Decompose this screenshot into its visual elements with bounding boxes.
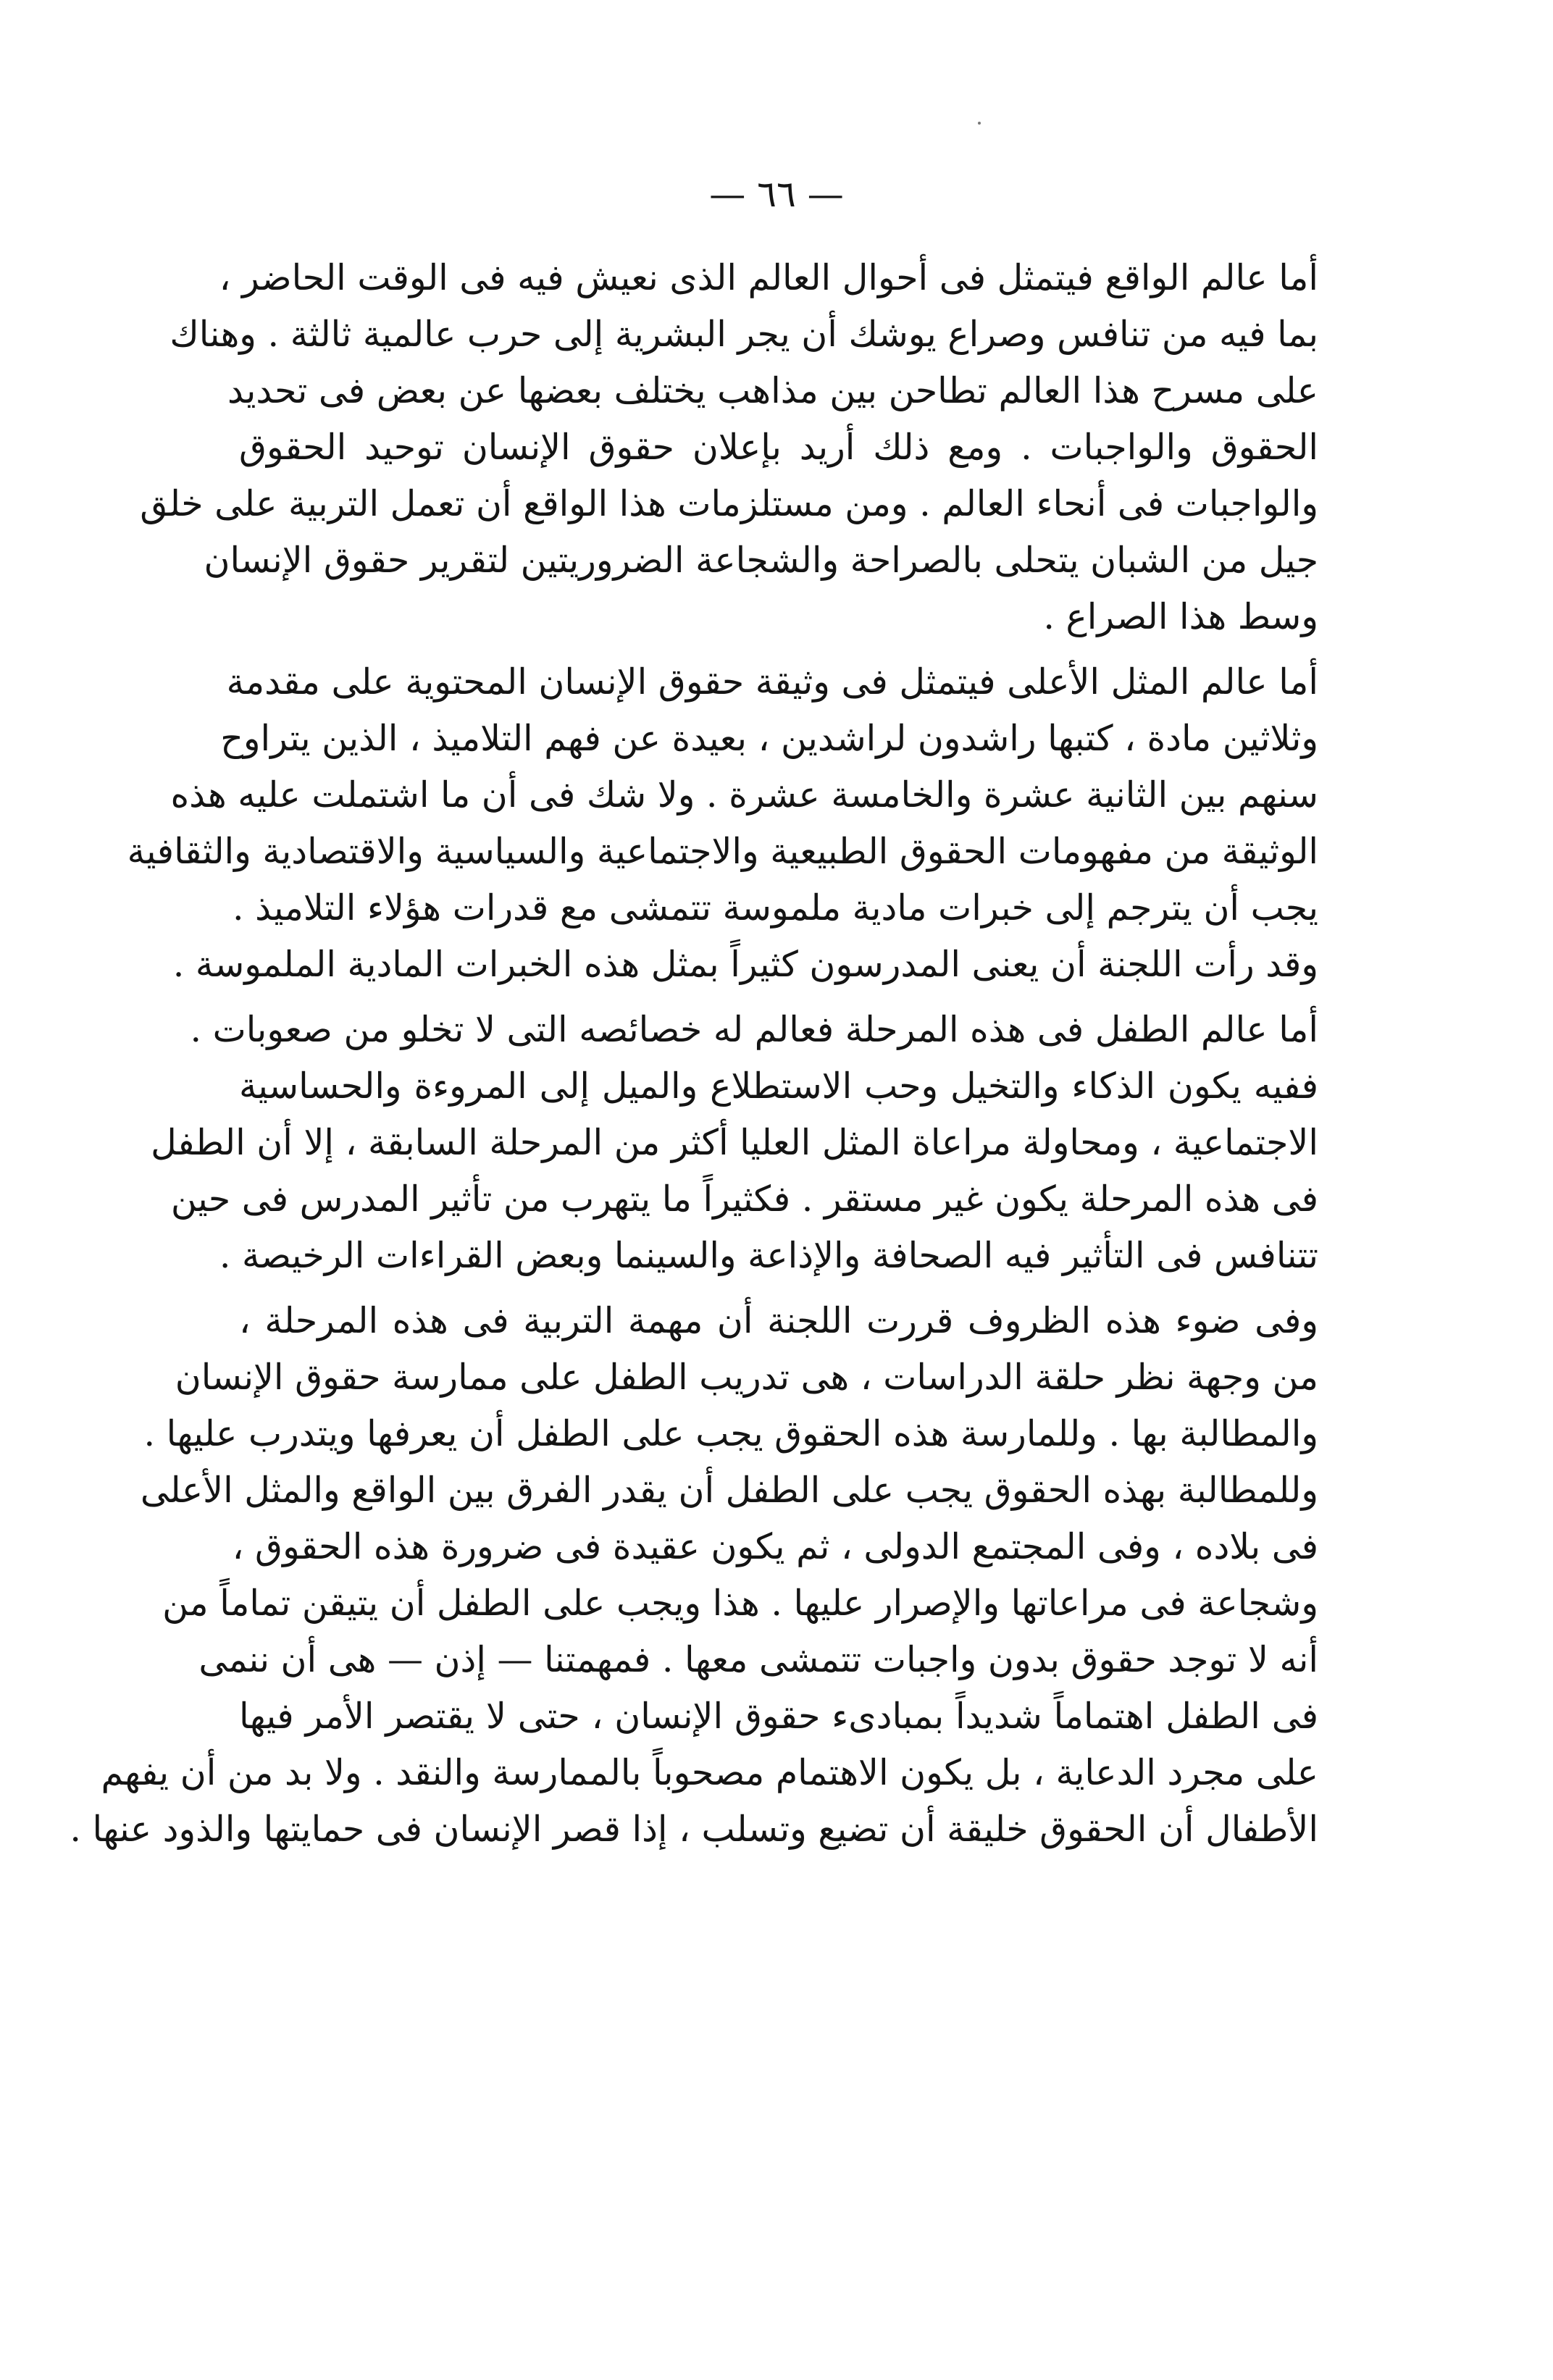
page-number: — ٦٦ — (709, 173, 844, 215)
paragraph (127, 654, 1318, 993)
text-line: وقد رأت اللجنة أن يعنى المدرسون كثيراً بمثل هذه الخبرات المادية الملموسة . (172, 944, 1318, 985)
text-line: أنه لا توجد حقوق بدون واجبات تتمشى معها . فمهمتنا — إذن — هى أن ننمى (198, 1639, 1318, 1680)
text-line: يجب أن يترجم إلى خبرات مادية ملموسة تتمشى مع قدرات هؤلاء التلاميذ . (232, 887, 1318, 929)
paragraph (140, 250, 1318, 645)
text-line: والواجبات فى أنحاء العالم . ومن مستلزمات هذا الواقع أن تعمل التربية على خلق (140, 483, 1318, 524)
text-line: بما فيه من تنافس وصراع يوشك أن يجر البشرية إلى حرب عالمية ثالثة . وهناك (169, 314, 1318, 355)
text-line: تتنافس فى التأثير فيه الصحافة والإذاعة والسينما وبعض القراءات الرخيصة . (219, 1235, 1318, 1276)
text-line: الأطفال أن الحقوق خليقة أن تضيع وتسلب ، إذا قصر الإنسان فى حمايتها والذود عنها . (70, 1809, 1318, 1850)
text-line: والمطالبة بها . وللمارسة هذه الحقوق يجب على الطفل أن يعرفها ويتدرب عليها . (143, 1413, 1318, 1454)
text-line: ففيه يكون الذكاء والتخيل وحب الاستطلاع والميل إلى المروءة والحساسية (239, 1065, 1318, 1107)
paragraph-gap (239, 993, 1318, 1002)
text-line: من وجهة نظر حلقة الدراسات ، هى تدريب الطفل على ممارسة حقوق الإنسان (175, 1357, 1318, 1398)
text-line: الاجتماعية ، ومحاولة مراعاة المثل العليا أكثر من المرحلة السابقة ، إلا أن الطفل (151, 1122, 1318, 1163)
print-speck (978, 122, 981, 125)
body-text (70, 250, 1318, 1858)
text-line: الوثيقة من مفهومات الحقوق الطبيعية والاجتماعية والسياسية والاقتصادية والثقافية (127, 831, 1318, 872)
text-line: أما عالم الواقع فيتمثل فى أحوال العالم الذى نعيش فيه فى الوقت الحاضر ، (219, 257, 1318, 298)
text-line: على مسرح هذا العالم تطاحن بين مذاهب يختلف بعضها عن بعض فى تحديد (227, 370, 1318, 411)
text-line: وسط هذا الصراع . (1043, 596, 1318, 637)
paragraph-gap (239, 1284, 1318, 1293)
text-line: وللمطالبة بهذه الحقوق يجب على الطفل أن يقدر الفرق بين الواقع والمثل الأعلى (140, 1470, 1318, 1511)
text-line: على مجرد الدعاية ، بل يكون الاهتمام مصحوباً بالممارسة والنقد . ولا بد من أن يفهم (101, 1752, 1318, 1793)
text-line: وثلاثين مادة ، كتبها راشدون لراشدين ، بعيدة عن فهم التلاميذ ، الذين يتراوح (220, 718, 1318, 759)
text-line: الحقوق والواجبات . ومع ذلك أريد بإعلان حقوق الإنسان توحيد الحقوق (239, 427, 1318, 468)
paragraph (151, 1002, 1318, 1284)
text-line: فى الطفل اهتماماً شديداً بمبادىء حقوق الإنسان ، حتى لا يقتصر الأمر فيها (239, 1696, 1318, 1737)
paragraph-gap (239, 645, 1318, 654)
text-line: وفى ضوء هذه الظروف قررت اللجنة أن مهمة التربية فى هذه المرحلة ، (239, 1300, 1318, 1341)
text-line: جيل من الشبان يتحلى بالصراحة والشجاعة الضروريتين لتقرير حقوق الإنسان (204, 540, 1318, 581)
text-line: فى بلاده ، وفى المجتمع الدولى ، ثم يكون عقيدة فى ضرورة هذه الحقوق ، (232, 1526, 1318, 1567)
text-line: فى هذه المرحلة يكون غير مستقر . فكثيراً ما يتهرب من تأثير المدرس فى حين (170, 1178, 1318, 1220)
text-line: أما عالم المثل الأعلى فيتمثل فى وثيقة حقوق الإنسان المحتوية على مقدمة (226, 661, 1318, 703)
text-line: أما عالم الطفل فى هذه المرحلة فعالم له خصائصه التى لا تخلو من صعوبات . (190, 1009, 1318, 1050)
paragraph (70, 1293, 1318, 1858)
text-line: سنهم بين الثانية عشرة والخامسة عشرة . ولا شك فى أن ما اشتملت عليه هذه (170, 774, 1318, 816)
text-line: وشجاعة فى مراعاتها والإصرار عليها . هذا ويجب على الطفل أن يتيقن تماماً من (162, 1583, 1318, 1624)
